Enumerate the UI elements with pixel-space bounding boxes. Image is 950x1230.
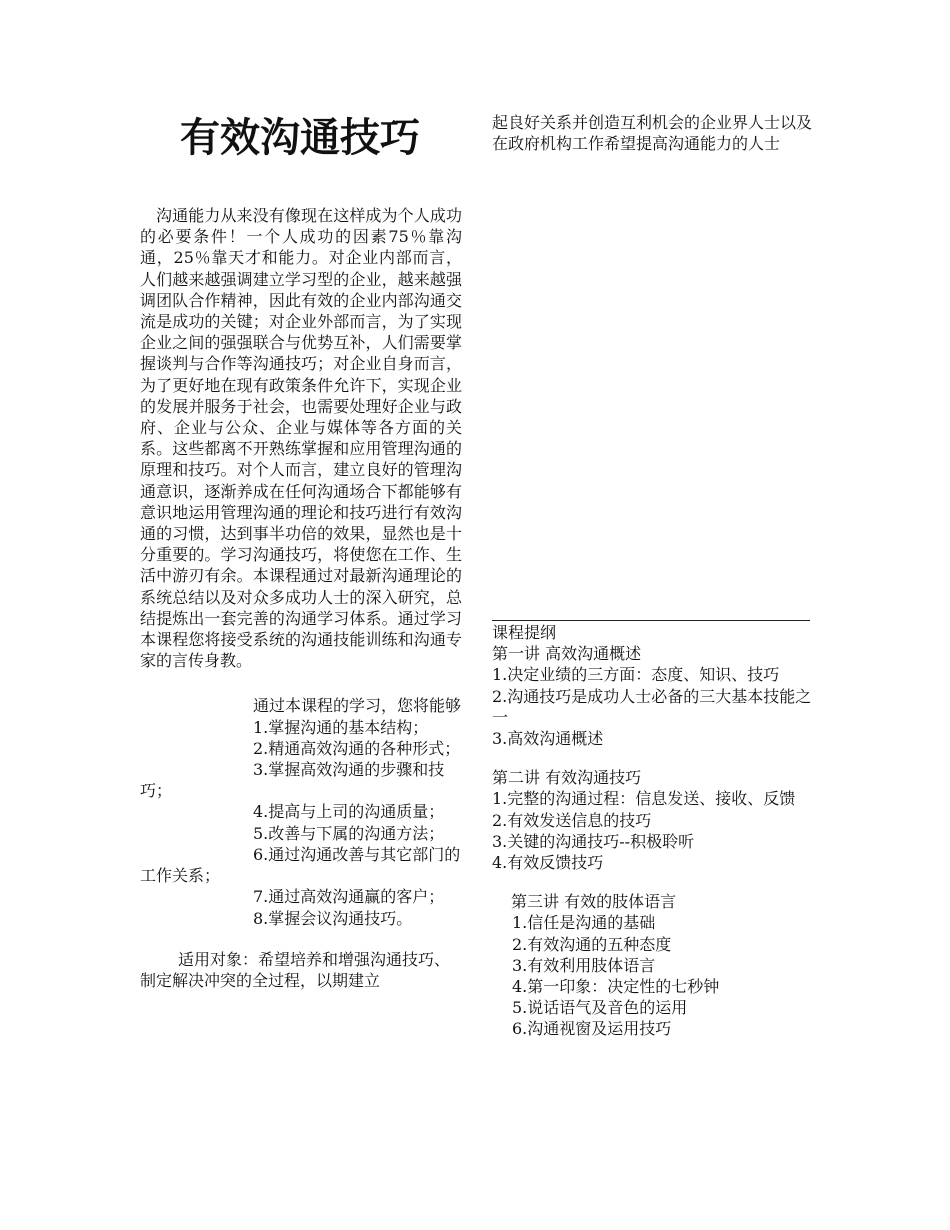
lecture-3 [492,891,812,1039]
lecture-item: 2.有效发送信息的技巧 [492,810,652,830]
lecture-title: 第三讲 有效的肢体语言 [511,892,677,912]
lecture-item: 6.沟通视窗及运用技巧 [512,1019,672,1039]
lecture-1 [492,643,812,749]
lecture-item: 4.第一印象：决定性的七秒钟 [512,977,720,997]
objectives-lead: 通过本课程的学习，您将能够 [253,696,462,716]
target-audience: 适用对象：希望培养和增强沟通技巧、制定解决冲突的全过程，以期建立 [140,949,451,990]
lecture-item: 1.完整的沟通过程：信息发送、接收、反馈 [492,789,796,809]
objective-item: 3.掌握高效沟通的步骤和技巧； [140,760,445,801]
lecture-item: 1.决定业绩的三方面：态度、知识、技巧 [492,665,780,685]
lecture-item: 2.有效沟通的五种态度 [512,934,672,954]
lecture-item: 3.高效沟通概述 [492,729,604,749]
lecture-item: 3.有效利用肢体语言 [512,955,656,975]
section-divider [492,620,810,621]
lecture-item: 1.信任是沟通的基础 [512,913,656,933]
outline-heading: 课程提纲 [492,623,557,642]
objective-item: 8.掌握会议沟通技巧。 [253,908,413,928]
lecture-title: 第二讲 有效沟通技巧 [492,768,642,788]
lecture-item: 3.关键的沟通技巧--积极聆听 [492,831,695,851]
document-title: 有效沟通技巧 [180,114,420,161]
lecture-item: 5.说话语气及音色的运用 [512,998,688,1018]
left-column [140,205,462,991]
objective-item: 5.改善与下属的沟通方法； [253,823,445,843]
intro-paragraph: 沟通能力从来没有像现在这样成为个人成功的必要条件！一个人成功的因素75％靠沟通，25％靠天才和能力。对企业内部而言，人们越来越强调建立学习型的企业，越来越强调团队合作精神，因此有效的企业内部沟通交流是成功的关键；对企业外部而言，为了实现企业之间的强强联合与优势互补，人们需要掌握谈判与合作等沟通技巧；对企业自身而言，为了更好地在现有政策条件允许下，实现企业的发展并服务于社会，也需要处理好企业与政府、企业与公众、企业与媒体等各方面的关系。这些都离不开熟练掌握和应用管理沟通的原理和技巧。对个人而言，建立良好的管理沟通意识，逐渐养成在任何沟通场合下都能够有意识地运用管理沟通的理论和技巧进行有效沟通的习惯，达到事半功倍的效果，显然也是十分重要的。学习沟通技巧，将使您在工作、生活中游刃有余。本课程通过对最新沟通理论的系统总结以及对众多成功人士的深入研究，总结提炼出一套完善的沟通学习体系。通过学习本课程您将接受系统的沟通技能训练和沟通专家的言传身教。 [140,206,462,671]
objective-item: 6.通过沟通改善与其它部门的工作关系； [140,844,461,886]
lecture-item: 4.有效反馈技巧 [492,853,604,873]
objective-item: 2.精通高效沟通的各种形式； [253,738,461,758]
lecture-2 [492,767,812,873]
course-outline [492,622,812,1040]
objective-item: 7.通过高效沟通赢的客户； [253,887,445,907]
lecture-title: 第一讲 高效沟通概述 [492,644,642,664]
objective-item: 4.提高与上司的沟通质量； [253,802,445,822]
lecture-item: 2.沟通技巧是成功人士必备的三大基本技能之一 [492,686,812,727]
learning-objectives [140,695,462,928]
target-audience-continued: 起良好关系并创造互利机会的企业界人士以及在政府机构工作希望提高沟通能力的人士 [492,113,813,154]
objective-item: 1.掌握沟通的基本结构； [253,717,429,737]
